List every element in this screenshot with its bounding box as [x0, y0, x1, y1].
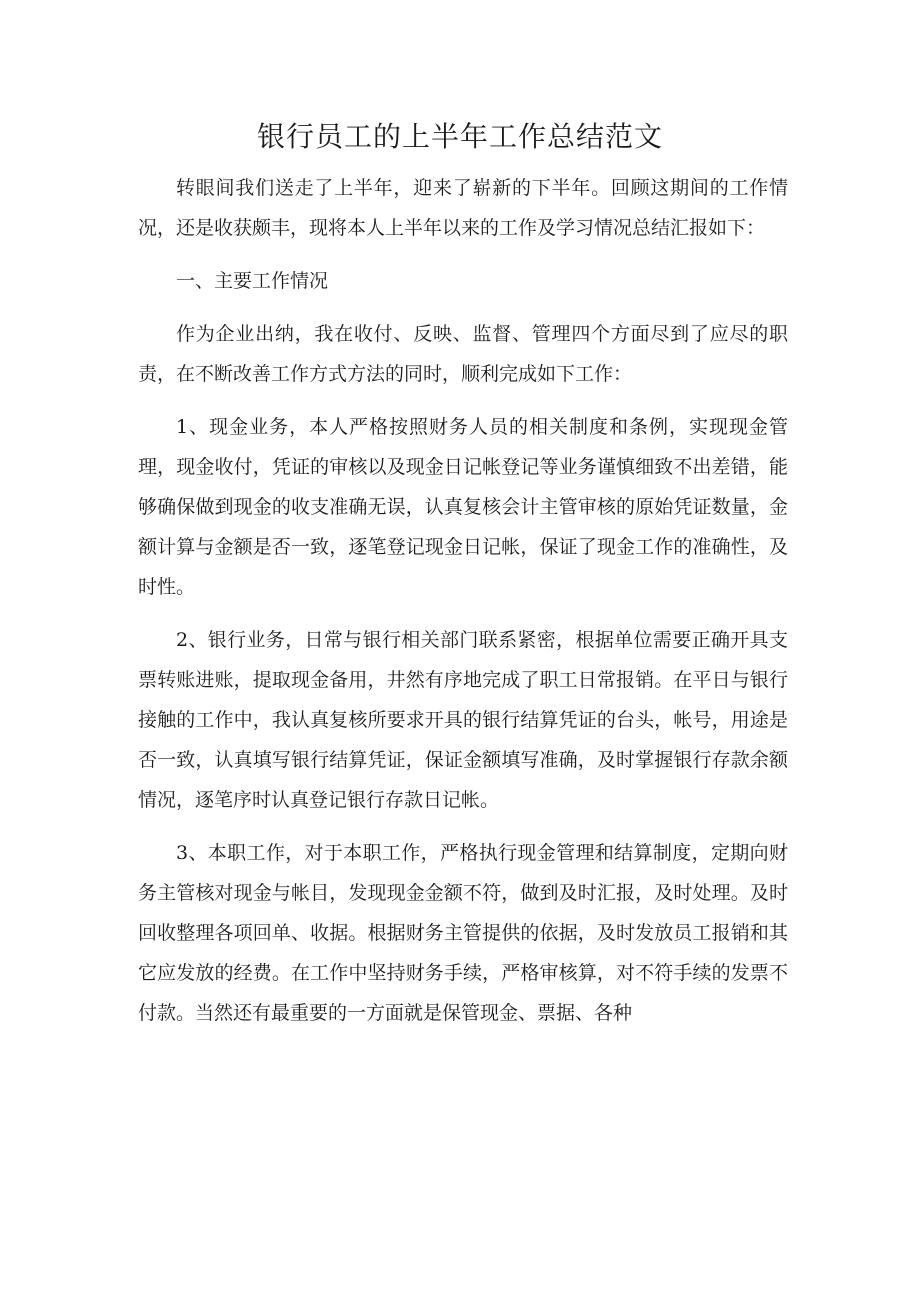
- paragraph-bank-business: 2、银行业务，日常与银行相关部门联系紧密，根据单位需要正确开具支票转账进账，提取现金备用，井然有序地完成了职工日常报销。在平日与银行接触的工作中，我认真复核所要求开具的银行结算凭证的台头，帐号，用途是否一致，认真填写银行结算凭证，保证金额填写准确，及时掌握银行存款余额情况，逐笔序时认真登记银行存款日记帐。: [138, 629, 788, 811]
- document-title: 银行员工的上半年工作总结范文: [256, 120, 663, 153]
- document-body: [138, 168, 788, 1046]
- paragraph-cash-business: 1、现金业务，本人严格按照财务人员的相关制度和条例，实现现金管理，现金收付，凭证的审核以及现金日记帐登记等业务谨慎细致不出差错，能够确保做到现金的收支准确无误，认真复核会计主管审核的原始凭证数量，金额计算与金额是否一致，逐笔登记现金日记帐，保证了现金工作的准确性，及时性。: [138, 416, 788, 598]
- paragraph-intro: 转眼间我们送走了上半年，迎来了崭新的下半年。回顾这期间的工作情况，还是收获颇丰，现将本人上半年以来的工作及学习情况总结汇报如下：: [138, 177, 788, 239]
- section-heading: 一、主要工作情况: [176, 270, 329, 292]
- paragraph-own-work: 3、本职工作，对于本职工作，严格执行现金管理和结算制度，定期向财务主管核对现金与帐目，发现现金金额不符，做到及时汇报，及时处理。及时回收整理各项回单、收据。根据财务主管提供的依据，及时发放员工报销和其它应发放的经费。在工作中坚持财务手续，严格审核算，对不符手续的发票不付款。当然还有最重要的一方面就是保管现金、票据、各种: [138, 842, 788, 1024]
- paragraph-duties: 作为企业出纳，我在收付、反映、监督、管理四个方面尽到了应尽的职责，在不断改善工作方式方法的同时，顺利完成如下工作：: [138, 323, 788, 385]
